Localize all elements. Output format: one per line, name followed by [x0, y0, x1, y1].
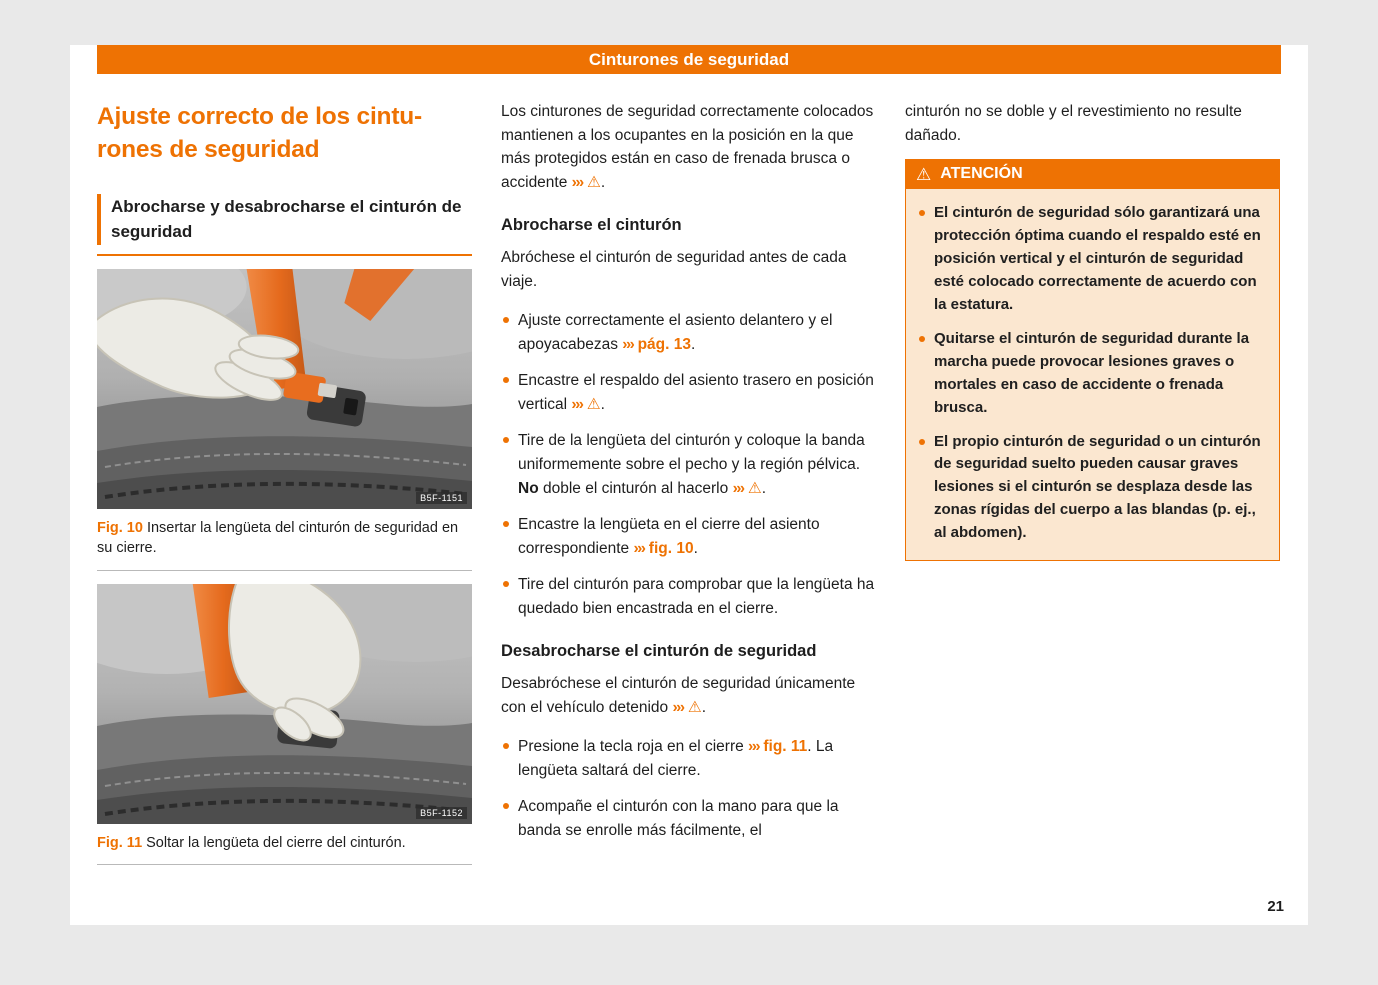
figure-image-code: B5F-1151	[416, 492, 467, 504]
page-title: Ajuste correcto de los cintu- rones de seguridad	[97, 103, 423, 164]
section-subheading: Abrocharse y desabrocharse el cinturón de seguridad	[97, 194, 472, 245]
orange-rule	[97, 254, 472, 256]
left-column	[97, 100, 472, 865]
warning-reference-icon[interactable]: ⚠	[747, 479, 762, 497]
intro-paragraph: Los cinturones de seguridad correctamente colocados mantienen a los ocupantes en la posición en la que más protegidos están en caso de frenada brusca o accidente ››› ⚠.	[501, 103, 874, 191]
warning-box	[905, 159, 1280, 561]
page-number: 21	[1267, 898, 1284, 915]
right-column	[905, 100, 1280, 865]
figure-caption-text: Insertar la lengüeta del cinturón de seguridad en su cierre.	[97, 519, 459, 557]
bullet-item: Ajuste correctamente el asiento delantero y el apoyacabezas ››› pág. 13.	[501, 309, 876, 356]
figure-reference-link[interactable]: fig. 11	[763, 738, 808, 756]
fasten-bullet-list	[501, 309, 876, 620]
figure-10-caption	[97, 509, 472, 571]
see-also-arrows-icon: ›››	[748, 738, 760, 756]
heading-fasten-belt: Abrocharse el cinturón	[501, 216, 682, 235]
warning-reference-icon[interactable]: ⚠	[586, 395, 601, 413]
warning-item: Quitarse el cinturón de seguridad durante la marcha puede provocar lesiones graves o mortales en caso de accidente o frenada brusca.	[919, 328, 1266, 420]
manual-page	[70, 45, 1308, 925]
seatbelt-release-photo-illustration	[97, 584, 472, 824]
figure-10	[97, 269, 472, 571]
unfasten-bullet-list	[501, 735, 876, 842]
warning-box-title: ATENCIÓN	[940, 165, 1023, 183]
figure-11	[97, 584, 472, 866]
bullet-item: Tire del cinturón para comprobar que la lengüeta ha quedado bien encastrada en el cierre.	[501, 573, 876, 620]
figure-label: Fig. 11	[97, 834, 143, 851]
see-also-arrows-icon: ›››	[633, 539, 645, 557]
figure-reference-link[interactable]: fig. 10	[648, 539, 694, 557]
figure-11-image	[97, 584, 472, 824]
heading-unfasten-belt: Desabrocharse el cinturón de seguridad	[501, 642, 817, 661]
bullet-item: Acompañe el cinturón con la mano para que la banda se enrolle más fácilmente, el	[501, 795, 876, 842]
figure-10-image	[97, 269, 472, 509]
page-header-bar	[97, 45, 1281, 74]
figure-11-caption	[97, 824, 472, 866]
bullet-item: Encastre la lengüeta en el cierre del asiento correspondiente ››› fig. 10.	[501, 513, 876, 560]
page-header-title: Cinturones de seguridad	[588, 49, 790, 69]
warning-list	[906, 189, 1279, 560]
warning-reference-icon[interactable]: ⚠	[687, 698, 702, 716]
warning-item: El cinturón de seguridad sólo garantizará una protección óptima cuando el respaldo esté en posición vertical y el cinturón de seguridad esté colocado correctamente de acuerdo con la estatura.	[919, 202, 1266, 317]
continuation-paragraph: cinturón no se doble y el revestimiento no resulte dañado.	[905, 103, 1242, 144]
see-also-arrows-icon: ›››	[571, 173, 583, 191]
bullet-item: Encastre el respaldo del asiento trasero en posición vertical ››› ⚠.	[501, 369, 876, 416]
warning-item: El propio cinturón de seguridad o un cinturón de seguridad suelto pueden causar graves lesiones si el cinturón se desplaza desde las zonas rígidas del cuerpo a las blandas (p. ej., al abdomen).	[919, 431, 1266, 546]
figure-label: Fig. 10	[97, 519, 143, 536]
bullet-item: Tire de la lengüeta del cinturón y coloque la banda uniformemente sobre el pecho y la región pélvica. No doble el cinturón al hacerlo ››› ⚠.	[501, 429, 876, 500]
see-also-arrows-icon: ›››	[672, 698, 684, 716]
figure-caption-text: Soltar la lengüeta del cierre del cinturón.	[146, 834, 406, 851]
content-columns	[70, 74, 1308, 865]
warning-reference-icon[interactable]: ⚠	[586, 173, 601, 191]
warning-icon: ⚠	[916, 164, 932, 184]
emphasis-word: No	[518, 479, 539, 497]
bullet-item: Presione la tecla roja en el cierre ››› fig. 11. La lengüeta saltará del cierre.	[501, 735, 876, 782]
middle-column	[501, 100, 876, 865]
figure-image-code: B5F-1152	[416, 807, 467, 819]
seatbelt-buckle-photo-illustration	[97, 269, 472, 509]
page-reference-link[interactable]: pág. 13	[637, 335, 692, 353]
see-also-arrows-icon: ›››	[571, 395, 583, 413]
see-also-arrows-icon: ›››	[622, 335, 634, 353]
section-subheading-block	[97, 194, 472, 256]
see-also-arrows-icon: ›››	[732, 479, 744, 497]
warning-box-header	[905, 159, 1280, 189]
fasten-lead-paragraph: Abróchese el cinturón de seguridad antes de cada viaje.	[501, 249, 847, 290]
unfasten-lead-paragraph: Desabróchese el cinturón de seguridad únicamente con el vehículo detenido ››› ⚠.	[501, 675, 856, 716]
